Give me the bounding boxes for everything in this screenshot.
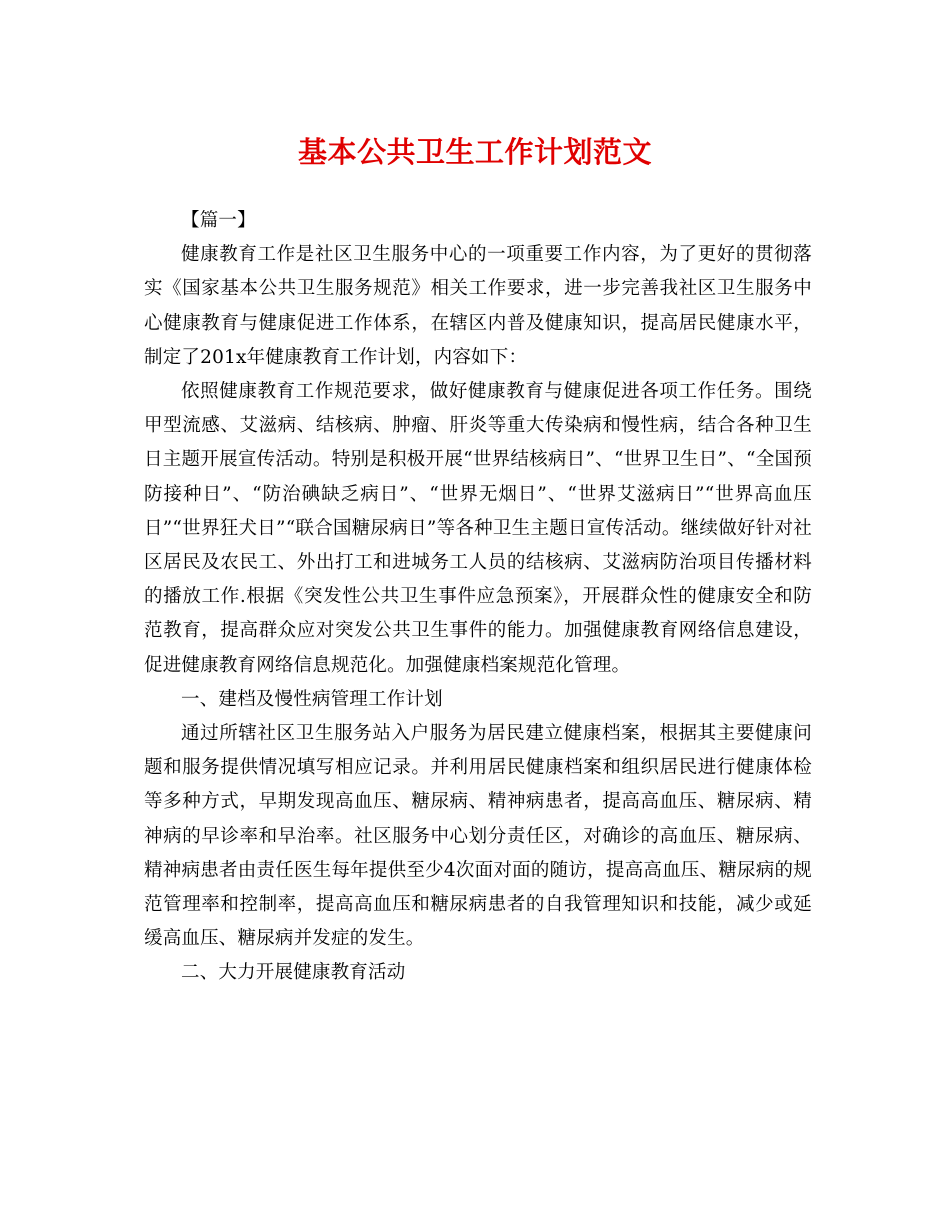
paragraph-chronic-disease: 通过所辖社区卫生服务站入户服务为居民建立健康档案，根据其主要健康问题和服务提供情况填写相应记录。并利用居民健康档案和组织居民进行健康体检等多种方式，早期发现高血压、糖尿病、精神病患者，提高高血压、糖尿病、精神病的早诊率和早治率。社区服务中心划分责任区，对确诊的高血压、糖尿病、精神病患者由责任医生每年提供至少4次面对面的随访，提高高血压、糖尿病的规范管理率和控制率，提高高血压和糖尿病患者的自我管理知识和技能，减少或延缓高血压、糖尿病并发症的发生。 — [144, 723, 812, 950]
document-title: 基本公共卫生工作计划范文 — [297, 135, 652, 169]
section-heading-2: 二、大力开展健康教育活动 — [181, 962, 406, 984]
paragraph-health-education: 依照健康教育工作规范要求，做好健康教育与健康促进各项工作任务。围绕甲型流感、艾滋病、结核病、肿瘤、肝炎等重大传染病和慢性病，结合各种卫生日主题开展宣传活动。特别是积极开展“世界结核病日”、“世界卫生日”、“全国预防接种日”、“防治碘缺乏病日”、“世界无烟日”、“世界艾滋病日”“世界高血压日”“世界狂犬日”“联合国糖尿病日”等各种卫生主题日宣传活动。继续做好针对社区居民及农民工、外出打工和进城务工人员的结核病、艾滋病防治项目传播材料的播放工作.根据《突发性公共卫生事件应急预案》，开展群众性的健康安全和防范教育，提高群众应对突发公共卫生事件的能力。加强健康教育网络信息建设，促进健康教育网络信息规范化。加强健康档案规范化管理。 — [144, 381, 812, 676]
document-body — [144, 204, 812, 991]
paragraph-intro: 健康教育工作是社区卫生服务中心的一项重要工作内容，为了更好的贯彻落实《国家基本公共卫生服务规范》相关工作要求，进一步完善我社区卫生服务中心健康教育与健康促进工作体系，在辖区内普及健康知识，提高居民健康水平，制定了201x年健康教育工作计划，内容如下： — [144, 244, 812, 368]
paragraph-section-label: 【篇一】 — [181, 210, 256, 231]
section-heading-1: 一、建档及慢性病管理工作计划 — [181, 688, 443, 710]
